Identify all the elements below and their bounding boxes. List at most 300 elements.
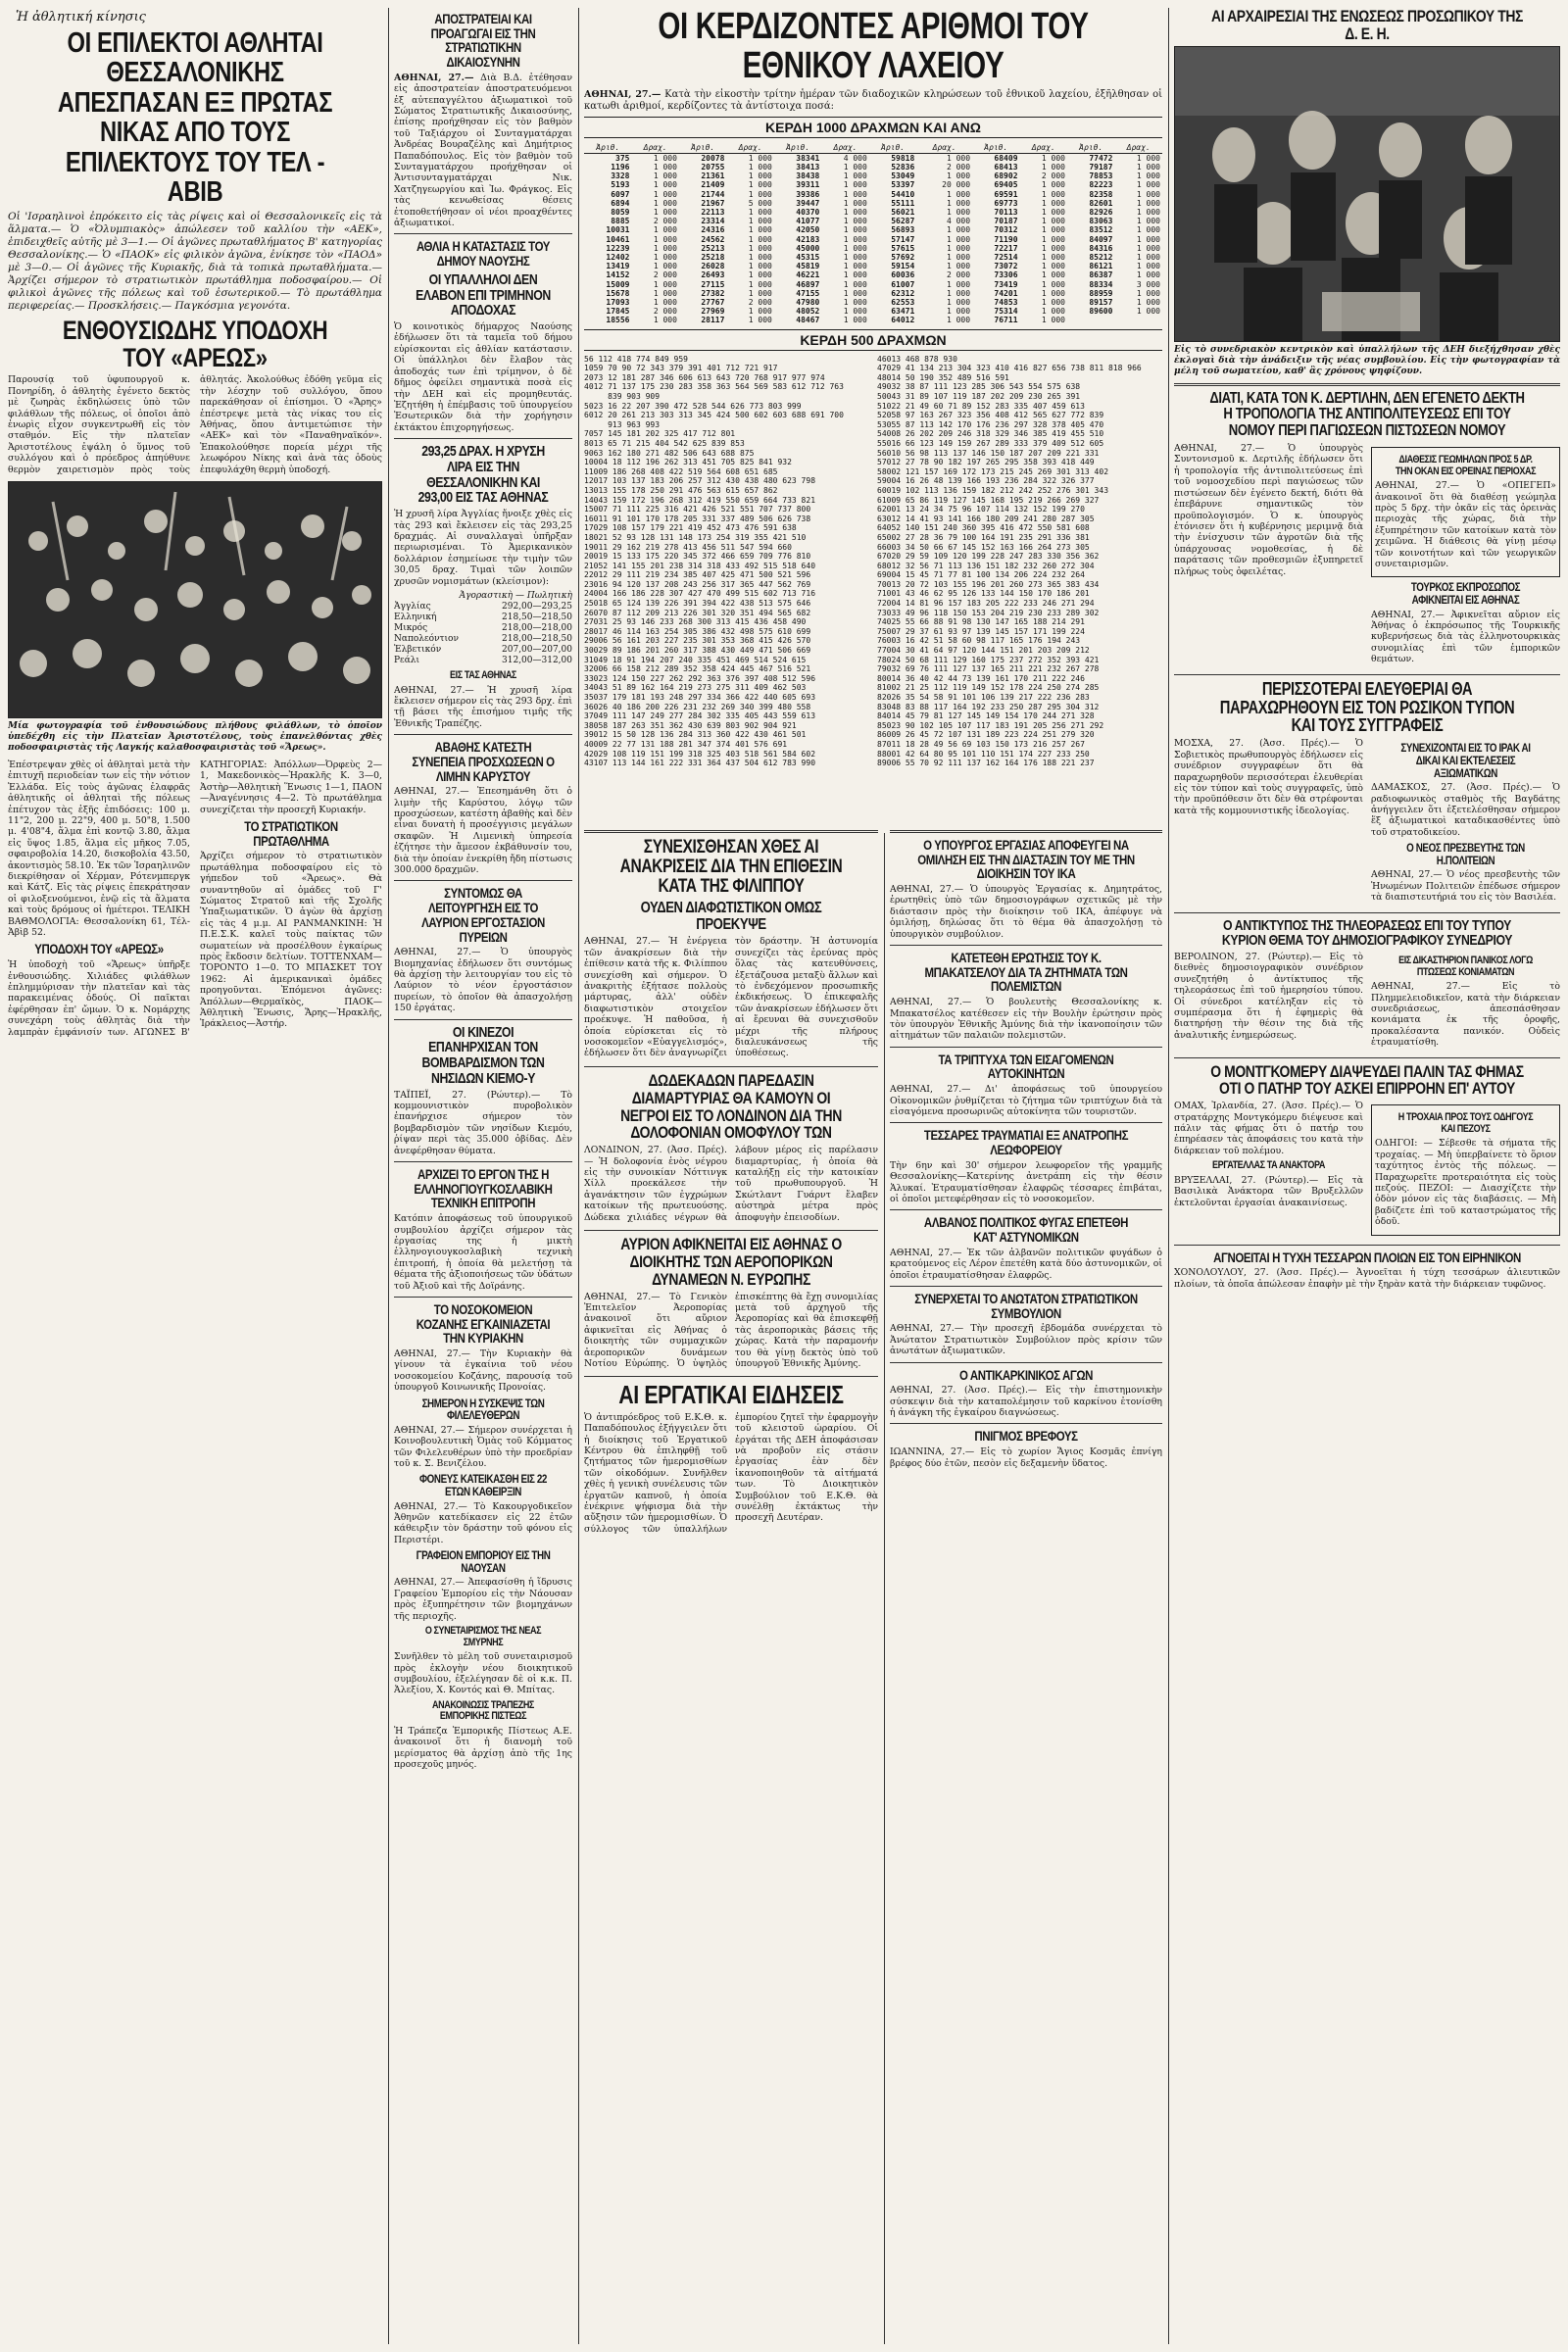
lottery-prize: 1 000 <box>1041 262 1065 271</box>
lottery-number: 22113 <box>701 208 725 217</box>
labour-news-body: Ὁ ἀντιπρόεδρος τοῦ Ε.Κ.Θ. κ. Παπαδόπουλος ἐξήγγειλεν ὅτι ἡ διοίκησις τοῦ Ἐργατικοῦ Κέντρου θὰ ἐπιληφθῇ τοῦ ζητήματος τῶν ἡμερομισθίων τῶν οἰκοδόμων. Συνῆλθεν χθὲς ἡ γενικὴ συνέλευσις τῶν ἐργατῶν καπνοῦ, ἡ ὁποία ἐνέκρινε ψήφισμα διὰ τὴν αὔξησιν τῶν ἡμερομισθίων. Ὁ σύλλογος τῶν ὑπαλλήλων ἐμπορίου ζητεῖ τὴν ἐφαρμογὴν τοῦ κλειστοῦ ὡραρίου. Οἱ ἐργάται τῆς ΔΕΗ ἀποφάσισαν νὰ προβοῦν εἰς στάσιν ἐργασίας ἐὰν δὲν ἱκανοποιηθοῦν τὰ αἰτήματά των. Τὸ Διοικητικὸν Συμβούλιον τοῦ Ε.Κ.Θ. θὰ συνέλθῃ ἐκτάκτως τὴν προσεχῆ Δευτέραν. <box>584 1411 878 1535</box>
crowd-photo <box>8 481 382 718</box>
brief-headline: ΕΙΣ ΤΑΣ ΑΘΗΝΑΣ <box>450 668 516 681</box>
lottery-number: 77472 <box>1089 153 1113 163</box>
lottery-number: 38413 <box>796 162 820 172</box>
lottery-prize: 1 000 <box>748 234 772 244</box>
lottery-number: 12402 <box>606 253 630 263</box>
traffic-body: ΟΔΗΓΟΙ: — Σέβεσθε τὰ σήματα τῆς τροχαίας. — Μὴ ὑπερβαίνετε τὸ ὅριον ταχύτητος ἐντὸς τῆς πόλεως. — Παραχωρεῖτε προτεραιότητα εἰς τοὺς πεζούς. ΠΕΖΟΙ: — Διασχίζετε τὴν ὁδὸν μόνον εἰς τὰς διαβάσεις. — Μὴ βαδίζετε ἐπὶ τοῦ καταστρώματος τῆς ὁδοῦ. <box>1375 1138 1556 1228</box>
lottery-prize: 1 000 <box>946 262 971 271</box>
ambassador-headline: Ο ΝΕΟΣ ΠΡΕΣΒΕΥΤΗΣ ΤΩΝ Η.ΠΟΛΙΤΕΙΩΝ <box>1406 841 1525 867</box>
lottery-prize: 1 000 <box>653 208 677 217</box>
brief-headline: ΑΡΧΙΖΕΙ ΤΟ ΕΡΓΟΝ ΤΗΣ Η ΕΛΛΗΝΟΓΙΟΥΓΚΟΣΛΑΒΙΚΗ ΤΕΧΝΙΚΗ ΕΠΙΤΡΟΠΗ <box>414 1166 553 1211</box>
lottery-number: 27115 <box>701 279 725 289</box>
lottery-prize: 1 000 <box>946 198 971 208</box>
lottery-prize: 1 000 <box>653 288 677 298</box>
lottery-prize: 1 000 <box>946 307 971 317</box>
lottery-number: 48052 <box>796 307 820 317</box>
lottery-number: 375 <box>615 153 630 163</box>
rate-row: Ναπολεόντιον 218,00—218,50 <box>394 633 572 644</box>
lottery-number: 45000 <box>796 243 820 253</box>
brief-body: Ὁ κοινοτικὸς δήμαρχος Ναούσης ἐδήλωσεν ὅτι τὰ ταμεῖα τοῦ δήμου εὑρίσκονται εἰς ἀθλίαν κατάστασιν. Οἱ ὑπάλληλοι δὲν ἔλαβον τὰς ἀποδοχάς των ἐπὶ τρίμηνον, ὁ δὲ δῆμος ὀφείλει σημαντικὰ ποσὰ εἰς τὴν ΔΕΗ καὶ εἰς προμηθευτάς. Ἐζητήθη ἡ ἐπέμβασις τοῦ ὑπουργείου Ἐσωτερικῶν διὰ τὴν χορήγησιν ἐκτάκτου ἐπιχορηγήσεως. <box>394 321 572 433</box>
lottery-500-subhead: ΚΕΡΔΗ 500 ΔΡΑΧΜΩΝ <box>584 329 1162 351</box>
lottery-prize: 1 000 <box>653 279 677 289</box>
lottery-prize: 1 000 <box>843 198 867 208</box>
lottery-prize: 1 000 <box>1041 234 1065 244</box>
lottery-column-header: Δραχ. <box>631 142 678 154</box>
military-league-body: Ἀρχίζει σήμερον τὸ στρατιωτικὸν πρωτάθλημα ποδοσφαίρου εἰς τὸ γήπεδον τοῦ «Ἄρεως». Θὰ συναντηθοῦν αἱ ὁμάδες τοῦ Γ' Σώματος Στρατοῦ καὶ τῆς Σχολῆς Ὑπαξιωματικῶν. Ὁ ἀγὼν θὰ ἀρχίσῃ εἰς τὰς 4 μ.μ. ΑΙ ΡΑΝΜΑΝΚΙΝΗ: Ἡ Π.Ε.Σ.Κ. καλεῖ τοὺς παίκτας τῶν σωματείων νὰ προσέλθουν ἐγκαίρως πρὸς ἔκδοσιν δελτίων. ΤΟΤΤΕΝΧΑΜ—ΤΟΡΟΝΤΟ 1—0. ΤΟ ΜΠΑΣΚΕΤ ΤΟΥ 1962: Αἱ ἀμερικανικαὶ ὁμάδες προηγοῦνται. Ἐπόμενοι ἀγῶνες: Ἀπόλλων—Θερμαϊκὸς, ΠΑΟΚ—Ἀθλητικὴ Ἕνωσις, Ἄρης—Ἠρακλῆς, Ἰράκλειος—Ἀστήρ. <box>200 851 382 1030</box>
lottery-prize: 1 000 <box>748 262 772 271</box>
palace-headline: ΕΡΓΑΤΕΛΛΑΣ ΤΑ ΑΝΑΚΤΟΡΑ <box>1211 1159 1326 1172</box>
lottery-row <box>584 262 1162 270</box>
column-rule <box>884 833 885 2344</box>
traffic-headline: Η ΤΡΟΧΑΙΑ ΠΡΟΣ ΤΟΥΣ ΟΔΗΓΟΥΣ ΚΑΙ ΠΕΖΟΥΣ <box>1397 1111 1534 1135</box>
dertilis-body: ΑΘΗΝΑΙ, 27.— Ὁ ὑπουργὸς Συντονισμοῦ κ. Δερτιλῆς ἐδήλωσεν ὅτι ἡ τροπολογία τῆς ἀντιπολιτεύσεως ἐπὶ τοῦ νομοσχεδίου περὶ παγιώσεως τῶν πιστώσεων δὲν ἐγένετο δεκτή, διότι θὰ ἐπεβάρυνε σημαντικῶς τὸν προϋπολογισμόν. Ὁ κ. ὑπουργὸς ἐτόνισεν ὅτι ἡ κυβέρνησις μεριμνᾷ διὰ τὴν ἐνίσχυσιν τῶν ἀγροτῶν διὰ τῆς ὑπάρχουσας νομοθεσίας, ἡ δὲ παράτασις τῶν προθεσμιῶν ἐξυπηρετεῖ πλήρως τοὺς ὀφειλέτας. <box>1174 443 1363 577</box>
brief-headline: ΑΝΑΚΟΙΝΩΣΙΣ ΤΡΑΠΕΖΗΣ ΕΜΠΟΡΙΚΗΣ ΠΙΣΤΕΩΣ <box>432 1698 534 1723</box>
television-body: ΒΕΡΟΛΙΝΟΝ, 27. (Ρώυτερ).— Εἰς τὸ διεθνὲς δημοσιογραφικὸν συνέδριον συνεζητήθη ὁ ἀντίκτυπος τῆς τηλεοράσεως ἐπὶ τοῦ ἡμερησίου τύπου. Οἱ σύνεδροι κατέληξαν εἰς τὸ συμπέρασμα ὅτι ἡ ἐφημερὶς θὰ διατηρήσῃ τὴν θέσιν της διὰ τῆς ἀναλυτικῆς ἐνημερώσεως. <box>1174 952 1363 1041</box>
lottery-prize: 1 000 <box>1041 307 1065 317</box>
lottery-number: 38438 <box>796 172 820 181</box>
lottery-prize: 1 000 <box>1136 162 1160 172</box>
lottery-prize: 1 000 <box>1041 279 1065 289</box>
sports-headline: ΟΙ ΕΠΙΛΕΚΤΟΙ ΑΘΛΗΤΑΙ ΘΕΣΣΑΛΟΝΙΚΗΣ ΑΠΕΣΠΑΣΑΝ ΕΞ ΠΡΩΤΑΣ ΝΙΚΑΣ ΑΠΟ ΤΟΥΣ ΕΠΙΛΕΚΤΟΥΣ ΤΟΥ ΤΕΛ - ΑΒΙΒ <box>57 27 333 209</box>
labour-news-headline: ΑΙ ΕΡΓΑΤΙΚΑΙ ΕΙΔΗΣΕΙΣ <box>618 1380 844 1410</box>
lottery-column-header: Δραχ. <box>916 142 972 154</box>
lottery-prize: 1 000 <box>1041 208 1065 217</box>
gold-sovereign-headline: 293,25 ΔΡΑΧ. Η ΧΡΥΣΗ ΛΙΡΑ ΕΙΣ ΤΗΝ ΘΕΣΣΑΛΟΝΙΚΗΝ ΚΑΙ 293,00 ΕΙΣ ΤΑΣ ΑΘΗΝΑΣ <box>417 443 549 507</box>
section-kicker: Ἡ ἀθλητική κίνησις <box>16 10 146 24</box>
lottery-prize: 1 000 <box>748 180 772 190</box>
dertilis-headline: ΔΙΑΤΙ, ΚΑΤΑ ΤΟΝ Κ. ΔΕΡΤΙΛΗΝ, ΔΕΝ ΕΓΕΝΕΤΟ ΔΕΚΤΗ Η ΤΡΟΠΟΛΟΓΙΑ ΤΗΣ ΑΝΤΙΠΟΛΙΤΕΥΣΕΩΣ ΕΠΙ ΤΟΥ ΝΟΜΟΥ ΠΕΡΙ ΠΑΓΙΩΣΕΩΝ ΠΙΣΤΩΣΕΩΝ ΝΟΜΟΥ <box>1209 389 1525 440</box>
brief-body: Κατόπιν ἀποφάσεως τοῦ ὑπουργικοῦ συμβουλίου ἀρχίζει σήμερον τὰς ἐργασίας της ἡ μικτὴ ἑλληνογιουγκοσλαβικὴ τεχνικὴ ἐπιτροπή, ἡ ὁποία θὰ μελετήσῃ τὰ θέματα τῆς ἀξιοποιήσεως τῶν ὑδάτων τοῦ Ἀξιοῦ καὶ τῆς Δοϊράνης. <box>394 1213 572 1292</box>
lottery-prize: 2 000 <box>653 217 677 226</box>
lottery-prize: 1 000 <box>1136 288 1160 298</box>
lottery-prize: 1 000 <box>748 153 772 163</box>
lottery-row <box>584 316 1162 324</box>
news-headline: ΤΕΣΣΑΡΕΣ ΤΡΑΥΜΑΤΙΑΙ ΕΞ ΑΝΑΤΡΟΠΗΣ ΛΕΩΦΟΡΕΙΟΥ <box>923 1127 1129 1158</box>
news-column-left <box>584 825 878 2344</box>
lottery-prize: 1 000 <box>843 288 867 298</box>
lottery-prize: 4 000 <box>946 217 971 226</box>
lottery-number: 25218 <box>701 253 725 263</box>
news-body: ΑΘΗΝΑΙ, 27.— Δι' ἀποφάσεως τοῦ ὑπουργείου Οἰκονομικῶν ῥυθμίζεται τὸ ζήτημα τῶν τριπτύχων διὰ τὰ εἰσαγόμενα προσωρινῶς αὐτοκίνητα τῶν τουριστῶν. <box>890 1084 1162 1117</box>
lottery-prize: 1 000 <box>653 172 677 181</box>
brief-body: ΑΘΗΝΑΙ, 27.— Σήμερον συνέρχεται ἡ Κοινοβουλευτικὴ Ὁμὰς τοῦ Κόμματος τῶν Φιλελευθέρων ὑπὸ τὴν προεδρίαν τοῦ κ. Σ. Βενιζέλου. <box>394 1424 572 1470</box>
lottery-prize: 1 000 <box>843 262 867 271</box>
lottery-number: 56287 <box>891 217 915 226</box>
lottery-intro: Κατὰ τὴν εἰκοστὴν τρίτην ἡμέραν τῶν διαδοχικῶν κληρώσεων τοῦ ἐθνικοῦ λαχείου, ἐξῆλθησαν οἱ κατωθι ἀριθμοί, κερδίζοντες τὰ ἀντίστοιχα ποσά: <box>584 88 1162 112</box>
lottery-number: 61007 <box>891 279 915 289</box>
lottery-column-header: Δραχ. <box>1114 142 1162 154</box>
lottery-prize: 1 000 <box>1041 225 1065 235</box>
news-headline: ΚΑΤΕΤΕΘΗ ΕΡΩΤΗΣΙΣ ΤΟΥ Κ. ΜΠΑΚΑΤΣΕΛΟΥ ΔΙΑ ΤΑ ΖΗΤΗΜΑΤΑ ΤΩΝ ΠΟΛΕΜΙΣΤΩΝ <box>924 950 1128 995</box>
lottery-number: 40370 <box>796 208 820 217</box>
lottery-number: 70187 <box>994 217 1018 226</box>
lottery-prize: 1 000 <box>843 279 867 289</box>
brief-headline: ΟΙ ΚΙΝΕΖΟΙ ΕΠΑΝΗΡΧΙΣΑΝ ΤΟΝ ΒΟΜΒΑΡΔΙΣΜΟΝ ΤΩΝ ΝΗΣΙΔΩΝ ΚΙΕΜΟ-Υ <box>421 1023 545 1087</box>
lottery-number: 68902 <box>994 172 1018 181</box>
lottery-prize: 1 000 <box>748 217 772 226</box>
lottery-number: 64012 <box>891 316 915 325</box>
iraq-body: ΔΑΜΑΣΚΟΣ, 27. (Ἀσσ. Πρές).— Ὁ ραδιοφωνικὸς σταθμὸς τῆς Βαγδάτης ἀνήγγειλεν ὅτι ἐξετελέσθησαν σήμερον ἕξ ἀξιωματικοὶ καταδικασθέντες ὑπὸ τοῦ στρατοδικείου. <box>1371 782 1560 838</box>
lottery-row <box>584 225 1162 234</box>
lottery-prize: 1 000 <box>748 316 772 325</box>
lottery-number: 88959 <box>1089 288 1113 298</box>
lottery-prize: 1 000 <box>1041 180 1065 190</box>
lottery-number: 1196 <box>611 162 630 172</box>
brief-headline: ΑΒΑΘΗΣ ΚΑΤΕΣΤΗ ΣΥΝΕΠΕΙΑ ΠΡΟΣΧΩΣΕΩΝ Ο ΛΙΜΗΝ ΚΑΡΥΣΤΟΥ <box>412 739 555 784</box>
lottery-number: 70312 <box>994 225 1018 235</box>
sports-lead: Οἱ 'Ισραηλινοὶ ἐπρόκειτο εἰς τὰς ρίψεις καὶ οἱ Θεσσαλονικεῖς εἰς τὰ ἅλματα.— Ὁ «Ὀλυμπιακὸς» ἀπώλεσεν τοῦ καλλίου τὴν «ΑΕΚ», ἐπιδειχθεῖς αὐτῆς μὲ 3—1.— Οἱ ἀγῶνες πρωταθλήματος Β' κατηγορίας Θεσσαλονίκης.— Ὁ «ΠΑΟΚ» εἰς φιλικὸν ἀγῶνα, ἐνίκησε τὸν «ΠΑΟΔ» μὲ 3—0.— Οἱ ἀγῶνες τῆς Κυριακῆς, διὰ τὰ τοπικὰ πρωταθλήματα.— Ἀρχίζει σήμερον τὸ στρατιωτικὸν πρωτάθλημα ποδοσφαίρου.— Οἱ φιλικοὶ ἀγῶνες τῆς πόλεως καὶ τοῦ ἐσωτερικοῦ.— Τὸ πρωτάθλημα περιφερείας.— Προσκλήσεις.— Παγκόσμια γεγονότα. <box>8 210 382 312</box>
lottery-prize: 1 000 <box>748 208 772 217</box>
lottery-number: 46897 <box>796 279 820 289</box>
soviet-press-body: ΜΟΣΧΑ, 27. (Ἀσσ. Πρές).— Ὁ Σοβιετικὸς πρωθυπουργὸς ἐδήλωσεν εἰς συνέδριον συγγραφέων ὅτι θὰ παραχωρηθοῦν περισσότεραι ἐλευθερίαι εἰς τὸν τύπον καὶ τοὺς συγγραφεῖς, ὑπὸ τὴν προϋπόθεσιν ὅτι δὲν θὰ στρέφονται κατὰ τῆς κομμουνιστικῆς ἰδεολογίας. <box>1174 738 1363 816</box>
lottery-prize: 1 000 <box>653 180 677 190</box>
lottery-prize: 1 000 <box>1136 189 1160 199</box>
lottery-row <box>584 298 1162 307</box>
lottery-prize: 1 000 <box>843 162 867 172</box>
lottery-prize: 5 000 <box>748 198 772 208</box>
lottery-prize: 1 000 <box>653 234 677 244</box>
lottery-prize: 1 000 <box>748 162 772 172</box>
air-commander-headline: ΑΥΡΙΟΝ ΑΦΙΚΝΕΙΤΑΙ ΕΙΣ ΑΘΗΝΑΣ Ο ΔΙΟΙΚΗΤΗΣ ΤΩΝ ΑΕΡΟΠΟΡΙΚΩΝ ΔΥΝΑΜΕΩΝ Ν. ΕΥΡΩΠΗΣ <box>620 1235 842 1289</box>
lottery-column-header: Δραχ. <box>726 142 773 154</box>
lottery-prize <box>1114 316 1162 324</box>
traffic-box <box>1371 1104 1560 1235</box>
lottery-prize: 1 000 <box>748 225 772 235</box>
lottery-number: 56021 <box>891 208 915 217</box>
lottery-number: 57615 <box>891 243 915 253</box>
brief-headline: ΤΟ ΝΟΣΟΚΟΜΕΙΟΝ ΚΟΖΑΝΗΣ ΕΓΚΑΙΝΙΑΖΕΤΑΙ ΤΗΝ ΚΥΡΙΑΚΗΝ <box>416 1300 551 1347</box>
lottery-row <box>584 217 1162 225</box>
lottery-number: 12239 <box>606 243 630 253</box>
lottery-number: 89600 <box>1089 307 1113 317</box>
lottery-prize: 1 000 <box>946 316 971 325</box>
news-headline: ΤΑ ΤΡΙΠΤΥΧΑ ΤΩΝ ΕΙΣΑΓΟΜΕΝΩΝ ΑΥΤΟΚΙΝΗΤΩΝ <box>938 1051 1114 1082</box>
lottery-prize: 1 000 <box>1136 253 1160 263</box>
lottery-number: 39386 <box>796 189 820 199</box>
lottery-prize: 1 000 <box>748 279 772 289</box>
dei-photo-caption: Εἰς τὸ συνεδριακὸν κεντρικὸν καὶ ὑπαλλήλων τῆς ΔΕΗ διεξήχθησαν χθὲς ἐκλογαὶ διὰ τὴν ἀνάδειξιν τῆς νέας συμβουλίου. Εἰς τὴν φωτογραφίαν τὰ μέλη τοῦ σωματείου, καθ' ἃς χρόνους ψηφίζουν. <box>1174 344 1560 376</box>
lottery-prize: 2 000 <box>748 298 772 308</box>
lottery-prize: 1 000 <box>1041 162 1065 172</box>
lottery-number: 53049 <box>891 172 915 181</box>
lottery-number: 14152 <box>606 270 630 280</box>
rate-row: Ἑλβετικόν 207,00—207,00 <box>394 644 572 655</box>
brief-body: ΑΘΗΝΑΙ, 27.— Τὴν Κυριακὴν θὰ γίνουν τὰ ἐγκαίνια τοῦ νέου νοσοκομείου Κοζάνης, παρουσίᾳ τοῦ ὑπουργοῦ Κοινωνικῆς Προνοίας. <box>394 1348 572 1394</box>
lottery-number: 24562 <box>701 234 725 244</box>
lottery-prize: 1 000 <box>946 243 971 253</box>
lottery-prize: 1 000 <box>748 307 772 317</box>
military-league-subhead: ΤΟ ΣΤΡΑΤΙΩΤΙΚΟΝ ΠΡΩΤΑΘΛΗΜΑ <box>244 818 338 849</box>
dei-photo-headline: ΑΙ ΑΡΧΑΙΡΕΣΙΑΙ ΤΗΣ ΕΝΩΣΕΩΣ ΠΡΟΣΩΠΙΚΟΥ ΤΗΣ Δ. Ε. Η. <box>1211 8 1523 43</box>
lottery-number: 46221 <box>796 270 820 280</box>
athletics-results: Ἐπέστρεψαν χθὲς οἱ ἀθληταὶ μετὰ τὴν ἐπιτυχῆ περιοδείαν των εἰς τὴν νότιον Ἑλλάδα. Εἰς τοὺς ἀγῶνας ἐλαφρᾶς ἀθλητικῆς οἱ ἀθληταὶ τῆς πόλεως ἐπέτυχον τὰς ἑξῆς ἐπιδόσεις: 100 μ. 11"2, 200 μ. 22"9, 400 μ. 50"8, 1.500 μ. 4'08"4, ἅλμα ἐπὶ κοντῷ 3.80, ἅλμα εἰς ὕψος 1.85, ἅλμα εἰς μῆκος 7.05, σφαιροβολία 14.20, δισκοβολία 43.50, ἀκοντισμὸς 58.10. Ἐκ τῶν Ἰσραηλινῶν διεκρίθησαν οἱ Χέρμαν, Ρότενμπεργκ καὶ Κάτζ. Εἰς τὰς ρίψεις ἐπεκράτησαν οἱ φιλοξενούμενοι, ἐνῷ εἰς τὰ ἅλματα καὶ τοὺς δρόμους οἱ ἡμέτεροι. ΤΕΛΙΚΗ ΒΑΘΜΟΛΟΓΙΑ: Θεσσαλονίκη 61, Τέλ-Ἀβὶβ 52. <box>8 759 190 939</box>
lottery-number: 70113 <box>994 208 1018 217</box>
lottery-prize: 2 000 <box>1041 172 1065 181</box>
lottery-number: 72514 <box>994 253 1018 263</box>
lottery-prize: 1 000 <box>843 225 867 235</box>
dei-elections-photo-illustration <box>1175 47 1560 341</box>
lottery-row <box>584 289 1162 298</box>
lottery-prize: 1 000 <box>946 189 971 199</box>
lottery-prize: 1 000 <box>843 217 867 226</box>
lottery-number: 75314 <box>994 307 1018 317</box>
lottery-number: 41077 <box>796 217 820 226</box>
brief-headline: ΣΗΜΕΡΟΝ Η ΣΥΣΚΕΨΙΣ ΤΩΝ ΦΙΛΕΛΕΥΘΕΡΩΝ <box>421 1396 545 1423</box>
court-panic-headline: ΕΙΣ ΔΙΚΑΣΤΗΡΙΟΝ ΠΑΝΙΚΟΣ ΛΟΓΩ ΠΤΩΣΕΩΣ ΚΟΝΙΑΜΑΤΩΝ <box>1398 955 1533 978</box>
rates-title: Ἀγοραστικὴ — Πωλητικὴ <box>459 590 572 601</box>
lottery-number: 5193 <box>611 180 630 190</box>
crowd-photo-caption: Μία φωτογραφία τοῦ ἐνθουσιώδους πλήθους φιλάθλων, τὸ ὁποῖον ὑπεδέχθη εἰς τὴν Πλατεῖαν Ἀριστοτέλους, τοὺς ἐπανελθόντας χθὲς ποδοσφαιριστὰς τῆς Λαγκής καλαθοσφαιριστὰς τοῦ «Ἄρεως». <box>8 720 382 753</box>
brief-body: ΑΘΗΝΑΙ, 27.— Ὁ ὑπουργὸς Βιομηχανίας ἐδήλωσεν ὅτι συντόμως θὰ ἀρχίσῃ τὴν λειτουργίαν του εἰς τὸ Λαύριον τὸ νέον ἐργοστάσιον πυρείων, τὸ ὁποῖον θὰ ἀπασχολήσῃ 150 ἐργάτας. <box>394 947 572 1014</box>
lottery-prize: 1 000 <box>1136 234 1160 244</box>
lottery-number: 82223 <box>1089 180 1113 190</box>
lottery-number: 17093 <box>606 298 630 308</box>
brief-headline: ΑΠΟΣΤΡΑΤΕΙΑΙ ΚΑΙ ΠΡΟΑΓΩΓΑΙ ΕΙΣ ΤΗΝ ΣΤΡΑΤΙΩΤΙΚΗΝ ΔΙΚΑΙΟΣΥΝΗΝ <box>430 11 536 71</box>
lottery-prize: 1 000 <box>653 243 677 253</box>
lottery-prize: 1 000 <box>653 162 677 172</box>
lottery-prize: 1 000 <box>1136 180 1160 190</box>
rate-row: Μικρός 218,00—218,00 <box>394 622 572 633</box>
turkish-envoy-headline: ΤΟΥΡΚΟΣ ΕΚΠΡΟΣΩΠΟΣ ΑΦΙΚΝΕΙΤΑΙ ΕΙΣ ΑΘΗΝΑΣ <box>1410 580 1521 608</box>
lottery-prize: 2 000 <box>946 270 971 280</box>
brief-body: ΑΘΗΝΑΙ, 27.— Ἡ χρυσῆ λίρα ἔκλεισεν σήμερον εἰς τὰς 293 δρχ. ἐπὶ τῇ βάσει τῆς ἐπισήμου τιμῆς τῆς Ἐθνικῆς Τραπέζης. <box>394 684 572 729</box>
television-headline: Ο ΑΝΤΙΚΤΥΠΟΣ ΤΗΣ ΤΗΛΕΟΡΑΣΕΩΣ ΕΠΙ ΤΟΥ ΤΥΠΟΥ ΚΥΡΙΟΝ ΘΕΜΑ ΤΟΥ ΔΗΜΟΣΙΟΓΡΑΦΙΚΟΥ ΣΥΝΕΔΡΙΟΥ <box>1221 916 1513 950</box>
potatoes-headline: ΔΙΑΘΕΣΙΣ ΓΕΩΜΗΛΩΝ ΠΡΟΣ 5 ΔΡ. ΤΗΝ ΟΚΑΝ ΕΙΣ ΟΡΕΙΝΑΣ ΠΕΡΙΟΧΑΣ <box>1395 454 1537 477</box>
lottery-prize: 1 000 <box>843 243 867 253</box>
lottery-number: 20755 <box>701 162 725 172</box>
rate-row: Ἀγγλίας 292,00—293,25 <box>394 601 572 612</box>
lottery-row <box>584 307 1162 316</box>
lottery-number: 8059 <box>611 208 630 217</box>
lottery-row <box>584 244 1162 253</box>
ares-reception-subhead: ΥΠΟΔΟΧΗ ΤΟΥ «ΑΡΕΩΣ» <box>34 941 164 957</box>
lottery-column-header: Ἀριθ. <box>869 142 916 154</box>
lottery-number: 26028 <box>701 262 725 271</box>
lottery-row <box>584 235 1162 244</box>
rate-row: Ελληνική 218,50—218,50 <box>394 612 572 622</box>
lottery-number: 74201 <box>994 288 1018 298</box>
news-headline: ΣΥΝΕΡΧΕΤΑΙ ΤΟ ΑΝΩΤΑΤΟΝ ΣΤΡΑΤΙΩΤΙΚΟΝ ΣΥΜΒΟΥΛΙΟΝ <box>914 1290 1138 1321</box>
potatoes-body: ΑΘΗΝΑΙ, 27.— Ὁ «ΟΠΕΓΕΠ» ἀνακοινοῖ ὅτι θὰ διαθέσῃ γεώμηλα πρὸς 5 δρχ. τὴν ὀκᾶν εἰς τὰς ὀρεινὰς περιοχὰς τῆς χώρας, διὰ τὴν ἐξυπηρέτησιν τῶν κατοίκων κατὰ τὸν χειμῶνα. Ἡ διάθεσις θὰ γίνῃ μέσῳ τῶν κοινοτήτων καὶ τῶν γεωργικῶν συνεταιρισμῶν. <box>1375 480 1556 570</box>
lottery-number: 82358 <box>1089 189 1113 199</box>
lottery-number: 52836 <box>891 162 915 172</box>
lottery-number: 86387 <box>1089 270 1113 280</box>
lottery-number: 60036 <box>891 270 915 280</box>
lottery-row <box>584 208 1162 217</box>
lottery-number: 69591 <box>994 189 1018 199</box>
lottery-number: 69405 <box>994 180 1018 190</box>
palace-body: ΒΡΥΞΕΛΛΑΙ, 27. (Ρώυτερ).— Εἰς τὰ Βασιλικὰ Ἀνάκτορα τῶν Βρυξελλῶν ἐκτελοῦνται ἐργασίαι ἀνακαινίσεως. <box>1174 1174 1363 1208</box>
lottery-number: 82601 <box>1089 198 1113 208</box>
brief-body: Ἡ Τράπεζα Ἐμπορικῆς Πίστεως Α.Ε. ἀνακοινοῖ ὅτι ἡ διανομὴ τοῦ μερίσματος θὰ ἀρχίσῃ ἀπὸ τῆς 1ης προσεχοῦς μηνός. <box>394 1725 572 1771</box>
lottery-prize: 1 000 <box>1136 217 1160 226</box>
lottery-number: 83063 <box>1089 217 1113 226</box>
news-headline: ΑΛΒΑΝΟΣ ΠΟΛΙΤΙΚΟΣ ΦΥΓΑΣ ΕΠΕΤΕΘΗ ΚΑΤ' ΑΣΤΥΝΟΜΙΚΩΝ <box>923 1214 1129 1246</box>
news-body: ΑΘΗΝΑΙ, 27.— Ἐκ τῶν ἀλβανῶν πολιτικῶν φυγάδων ὁ κρατούμενος εἰς Λέρον ἐπετέθη κατὰ δύο ἀστυνομικῶν, οἱ ὁποῖοι ἐτραυματίσθησαν ἐλαφρῶς. <box>890 1247 1162 1281</box>
lottery-headline: ΟΙ ΚΕΡΔΙΖΟΝΤΕΣ ΑΡΙΘΜΟΙ ΤΟΥ ΕΘΝΙΚΟΥ ΛΑΧΕΙΟΥ <box>658 8 1089 86</box>
potatoes-box <box>1371 447 1560 577</box>
lottery-number: 17845 <box>606 307 630 317</box>
brief-body: Συνῆλθεν τὸ μέλη τοῦ συνεταιρισμοῦ πρὸς ἐκλογὴν νέου διοικητικοῦ συμβουλίου, ἐξελέγησαν δὲ οἱ κ.κ. Π. Ἀλεξίου, Χ. Κοντός καὶ Θ. Μπίτας. <box>394 1651 572 1696</box>
lottery-prize: 1 000 <box>748 288 772 298</box>
lottery-prize: 1 000 <box>1136 172 1160 181</box>
column-rule <box>388 8 389 2344</box>
lottery-prize: 1 000 <box>843 234 867 244</box>
lottery-number: 83512 <box>1089 225 1113 235</box>
soviet-press-headline: ΠΕΡΙΣΣΟΤΕΡΑΙ ΕΛΕΥΘΕΡΙΑΙ ΘΑ ΠΑΡΑΧΩΡΗΘΟΥΝ ΕΙΣ ΤΟΝ ΡΩΣΙΚΟΝ ΤΥΠΟΝ ΚΑΙ ΤΟΥΣ ΣΥΓΓΡΑΦΕΙΣ <box>1219 678 1515 736</box>
lottery-prize: 1 000 <box>946 298 971 308</box>
lottery-number: 86121 <box>1089 262 1113 271</box>
lottery-prize: 1 000 <box>1136 208 1160 217</box>
brief-body: ΑΘΗΝΑΙ, 27.— Τὸ Κακουργοδικεῖον Ἀθηνῶν κατεδίκασεν εἰς 22 ἐτῶν κάθειρξιν τὸν δράστην τοῦ φόνου εἰς Περιστέρι. <box>394 1500 572 1545</box>
lottery-row <box>584 270 1162 279</box>
lottery-prize: 1 000 <box>653 262 677 271</box>
lottery-number: 59154 <box>891 262 915 271</box>
lottery-number: 39447 <box>796 198 820 208</box>
lottery-row <box>584 180 1162 189</box>
lottery-prize: 1 000 <box>1136 225 1160 235</box>
ares-reception-body: Ἡ ὑποδοχὴ τοῦ «Ἄρεως» ὑπῆρξε ἐνθουσιώδης. Χιλιάδες φιλάθλων ἐπλημμύρισαν τὴν πλατεῖαν καὶ τὰς παρακειμένας ὁδούς. Οἱ παῖκται ἐφέρθησαν ἐπ' ὤμων. Ὁ κ. Νομάρχης συνεχάρη τοὺς ἀθλητὰς διὰ τὴν λαμπρὰν ἐμφάνισίν των. ΑΓΩΝΕΣ Β' ΚΑΤΗΓΟΡΙΑΣ: Ἀπόλλων—Ὀρφεὺς 2—1, Μακεδονικὸς—Ἠρακλῆς Κ. 3—0, Ἀστὴρ—Ἀθλητικὴ Ἕνωσις 1—1, ΠΑΟΝ—Ἀναγέννησις 4—2. Τὸ πρωτάθλημα συνεχίζεται τὴν προσεχῆ Κυριακήν. <box>8 759 382 1038</box>
lottery-prize: 1 000 <box>1136 243 1160 253</box>
lottery-prize: 1 000 <box>946 279 971 289</box>
lottery-number: 27767 <box>701 298 725 308</box>
lottery-number: 21744 <box>701 189 725 199</box>
lottery-prize: 20 000 <box>942 180 971 190</box>
lottery-number: 15009 <box>606 279 630 289</box>
lottery-number: 27382 <box>701 288 725 298</box>
column-rule <box>578 8 579 2344</box>
lottery-prize: 1 000 <box>946 253 971 263</box>
lottery-number: 27969 <box>701 307 725 317</box>
lottery-prize: 1 000 <box>843 307 867 317</box>
lottery-prize: 1 000 <box>843 172 867 181</box>
filippou-subhead: ΟΥΔΕΝ ΔΙΑΦΩΤΙΣΤΙΚΟΝ ΟΜΩΣ ΠΡΟΕΚΥΨΕ <box>640 899 822 933</box>
lottery-prize: 1 000 <box>1041 153 1065 163</box>
rate-row: Ρεάλι 312,00—312,00 <box>394 655 572 665</box>
briefs-column <box>394 8 572 2344</box>
lottery-column-header: Δραχ. <box>1020 142 1067 154</box>
lottery-number: 73306 <box>994 270 1018 280</box>
lottery-number: 8885 <box>611 217 630 226</box>
air-commander-body: ΑΘΗΝΑΙ, 27.— Τὸ Γενικὸν Ἐπιτελεῖον Ἀεροπορίας ἀνακοινοῖ ὅτι αὔριον ἀφικνεῖται εἰς Ἀθήνας ὁ διοικητὴς τῶν συμμαχικῶν ἀεροπορικῶν δυνάμεων Νοτίου Εὐρώπης. Ὁ ὑψηλὸς ἐπισκέπτης θὰ ἔχῃ συνομιλίας μετὰ τοῦ ἀρχηγοῦ τῆς Ἀεροπορίας καὶ θὰ ἐπισκεφθῇ τὰς ἀεροπορικὰς βάσεις τῆς χώρας. Κατὰ τὴν παραμονήν του θὰ γίνῃ δεκτὸς ὑπὸ τοῦ ὑπουργοῦ Ἐθνικῆς Ἀμύνης. <box>584 1291 878 1370</box>
lottery-prize: 1 000 <box>748 253 772 263</box>
lottery-prize: 1 000 <box>748 189 772 199</box>
lottery-prize: 1 000 <box>946 208 971 217</box>
lottery-500-list-left: 56 112 418 774 849 959 1059 70 90 72 343 379 391 401 712 721 917 2073 12 181 287 346 606 613 643 720 768 917 977 974 4012 71 137 175 230 283 358 363 564 569 583 612 712 763 839 903 909 5023 16 22 207 390 472 528 544 626 773 803 999 6012 20 261 213 303 313 345 424 500 602 603 688 691 700 913 963 993 7057 145 181 202 325 417 712 801 8013 65 71 215 404 542 625 839 853 9063 162 180 271 482 506 643 688 875 10004 18 112 196 262 313 451 705 825 841 932 11009 186 268 408 422 519 564 608 651 685 12017 103 137 183 206 257 312 430 438 480 623 798 13013 155 178 250 291 476 563 615 657 862 14043 159 172 196 268 312 419 550 659 664 733 821 15007 71 111 225 316 421 426 521 551 707 737 800 16011 91 101 170 178 205 331 337 489 506 626 738 17029 108 157 179 221 419 452 473 476 591 638 18021 52 93 128 131 148 173 254 319 355 421 510 19011 29 162 219 278 413 456 511 547 594 660 20019 15 133 175 220 345 372 466 659 709 776 810 21052 141 155 201 238 314 318 433 492 515 518 640 22012 29 111 219 234 385 407 425 471 500 521 596 23016 94 120 137 208 243 256 317 365 447 562 769 24004 166 186 228 307 427 470 499 515 602 713 716 25018 65 124 139 226 391 394 422 438 513 575 646 26070 87 112 209 213 226 301 320 351 494 565 682 27031 25 93 146 233 268 300 313 415 436 458 490 28017 46 114 163 254 305 386 432 498 575 610 699 29006 56 161 203 227 235 301 353 368 415 426 570 30029 89 186 201 260 317 388 430 449 471 506 669 31049 18 91 194 207 240 335 451 469 514 524 615 32006 66 158 212 289 352 358 424 445 467 516 521 33023 124 150 227 262 292 363 376 397 408 512 596 34043 51 89 162 164 219 273 275 311 409 462 503 35037 179 181 193 248 297 334 366 422 440 605 693 36026 40 186 200 226 231 232 269 340 399 480 558 37049 111 147 249 277 284 302 335 405 443 559 613 38058 187 263 351 362 430 639 803 902 904 921 39012 15 50 128 136 284 313 360 422 430 461 501 40009 22 77 131 188 281 347 374 401 576 691 42029 108 119 151 199 318 325 403 518 561 584 602 43107 113 144 161 222 331 364 437 504 612 783 990 <box>584 354 844 768</box>
lottery-row <box>584 253 1162 262</box>
lottery-prize: 2 000 <box>946 162 971 172</box>
lottery-prize: 1 000 <box>1041 288 1065 298</box>
lottery-number: 48467 <box>796 316 820 325</box>
news-body: ΑΘΗΝΑΙ, 27.— Ὁ ὑπουργὸς Ἐργασίας κ. Δημητράτος, ἐρωτηθεὶς ὑπὸ τῶν δημοσιογράφων σχετικῶς μὲ τὴν διάστασιν πρὸς τὴν διοίκησιν τοῦ ΙΚΑ, ἀπέφυγε νὰ ὁμιλήσῃ, δηλώσας ὅτι τὸ θέμα θὰ ἀπασχολήσῃ τὸ ὑπουργικὸν συμβούλιον. <box>890 884 1162 940</box>
lottery-prize: 1 000 <box>946 288 971 298</box>
lottery-prize: 1 000 <box>843 189 867 199</box>
lottery-number: 68413 <box>994 162 1018 172</box>
lottery-number: 82926 <box>1089 208 1113 217</box>
brief-headline: ΣΥΝΤΟΜΩΣ ΘΑ ΛΕΙΤΟΥΡΓΗΣΗ ΕΙΣ ΤΟ ΛΑΥΡΙΟΝ ΕΡΓΟΣΤΑΣΙΟΝ ΠΥΡΕΙΩΝ <box>421 885 545 945</box>
lottery-column-header: Ἀριθ. <box>1067 142 1114 154</box>
lottery-number: 28117 <box>701 316 725 325</box>
column-rule <box>1168 8 1169 2344</box>
filippou-headline: ΣΥΝΕΧΙΣΘΗΣΑΝ ΧΘΕΣ ΑΙ ΑΝΑΚΡΙΣΕΙΣ ΔΙΑ ΤΗΝ ΕΠΙΘΕΣΙΝ ΚΑΤΑ ΤΗΣ ΦΙΛΙΠΠΟΥ <box>619 837 843 897</box>
lottery-number: 6097 <box>611 189 630 199</box>
lottery-prize: 1 000 <box>946 172 971 181</box>
brief-body: ΑΘΗΝΑΙ, 27.— Ἐπεσημάνθη ὅτι ὁ λιμὴν τῆς Καρύστου, λόγῳ τῶν προσχώσεων, κατέστη ἀβαθὴς καὶ δὲν εἶναι δυνατὴ ἡ προσέγγισις μεγάλων σκαφῶν. Ἡ Λιμενικὴ ὑπηρεσία ἐζήτησε τὴν ἄμεσον ἐκβάθυνσίν του, διὰ τὴν ὁποίαν ἐνεκρίθη ἤδη πίστωσις 300.000 δραχμῶν. <box>394 786 572 876</box>
lottery-500-list-right: 46013 468 878 930 47029 41 134 213 304 323 410 416 827 656 738 811 818 966 48014 50 190 352 489 516 591 49032 38 87 111 123 285 306 543 554 575 638 50043 31 89 107 119 187 202 209 230 265 391 51022 21 49 60 71 89 152 283 335 407 459 613 52058 97 163 267 323 356 408 412 565 627 772 839 53055 87 113 142 170 176 236 297 328 378 405 470 54008 26 202 209 246 318 329 346 385 419 455 510 55016 66 123 149 159 267 289 333 379 409 512 605 56010 56 98 113 137 146 150 187 207 209 221 331 57012 27 78 90 182 197 265 295 358 393 418 449 58002 121 157 169 172 173 215 245 269 301 313 402 59004 16 26 48 139 166 193 236 284 322 326 377 60019 102 113 136 159 182 212 242 252 276 301 343 61009 65 86 119 127 145 168 195 219 266 269 327 62001 13 24 34 75 96 107 114 132 152 199 270 63012 14 41 93 141 166 180 209 241 280 287 305 64052 140 151 240 360 395 416 472 550 581 608 65002 27 28 36 79 100 164 191 235 291 336 381 66003 34 50 66 67 145 152 163 166 264 273 305 67020 29 59 109 120 199 228 247 283 330 356 362 68012 32 56 71 113 136 151 182 232 260 272 304 69004 15 45 71 77 81 100 134 206 224 232 264 70013 20 72 103 155 196 201 260 273 365 383 434 71001 43 46 62 95 126 133 144 150 170 186 201 72004 14 81 96 157 183 205 222 233 246 271 294 73033 49 96 118 150 153 204 219 230 233 289 302 74025 55 66 88 91 98 130 147 165 188 214 291 75007 29 37 61 93 97 139 145 157 171 199 224 76003 16 42 51 58 60 98 117 165 176 194 243 77004 30 41 64 97 120 144 151 201 203 209 212 78024 50 68 111 129 160 175 237 272 352 393 421 79032 69 76 111 127 137 165 211 221 232 267 278 80014 36 40 42 44 73 139 161 170 211 222 246 81002 21 25 112 119 149 152 178 224 250 274 285 82026 35 54 58 91 101 106 139 217 222 236 283 83048 83 88 117 164 192 233 250 287 295 304 312 84014 45 79 81 127 145 149 154 170 244 271 328 85023 90 102 105 107 117 183 191 205 256 271 292 86009 26 45 72 107 131 189 223 224 251 279 320 87011 18 28 49 56 69 103 150 173 216 257 267 88001 42 64 80 95 101 110 151 174 227 233 250 89006 55 70 92 111 137 162 164 176 188 221 237 <box>877 354 1142 768</box>
lottery-number: 42183 <box>796 234 820 244</box>
crowd-photo-illustration <box>9 482 382 717</box>
news-body: ΙΩΑΝΝΙΝΑ, 27.— Εἰς τὸ χωρίον Ἄγιος Κοσμᾶς ἐπνίγη βρέφος δύο ἐτῶν, πεσὸν εἰς δεξαμενὴν ὕδατος. <box>890 1446 1162 1469</box>
lottery-prize: 1 000 <box>843 270 867 280</box>
lottery-column-header: Ἀριθ. <box>774 142 821 154</box>
news-column-right <box>890 825 1162 2344</box>
montgomery-body: ΟΜΑΧ, Ἰρλανδία, 27. (Ἀσσ. Πρές).— Ὁ στρατάρχης Μοντγκόμερυ διέψευσε καὶ πάλιν τὰς φήμας ὅτι ὁ πατήρ του ἐπηρέασεν τὰς ἀποφάσεις του κατὰ τὴν διάρκειαν τοῦ πολέμου. <box>1174 1101 1363 1156</box>
dateline: ΑΘΗΝΑΙ, 27.— <box>584 88 662 100</box>
lottery-number: 71190 <box>994 234 1018 244</box>
lottery-prize: 1 000 <box>843 253 867 263</box>
lottery-prize: 4 000 <box>843 153 867 163</box>
lottery-row <box>584 190 1162 199</box>
lottery-number: 13419 <box>606 262 630 271</box>
lottery-number: 68409 <box>994 153 1018 163</box>
lottery-prize: 1 000 <box>748 172 772 181</box>
lottery-number: 53397 <box>891 180 915 190</box>
brief-headline: ΓΡΑΦΕΙΟΝ ΕΜΠΟΡΙΟΥ ΕΙΣ ΤΗΝ ΝΑΟΥΣΑΝ <box>416 1548 551 1575</box>
lottery-row <box>584 163 1162 172</box>
lottery-prize: 1 000 <box>1041 270 1065 280</box>
brief-headline: ΦΟΝΕΥΣ ΚΑΤΕΙΚΑΣΘΗ ΕΙΣ 22 ΕΤΩΝ ΚΑΘΕΙΡΞΙΝ <box>419 1472 547 1499</box>
lottery-number: 6894 <box>611 198 630 208</box>
lottery-number: 84316 <box>1089 243 1113 253</box>
news-body: ΑΘΗΝΑΙ, 27.— Ὁ βουλευτὴς Θεσσαλονίκης κ. Μπακατσέλος κατέθεσεν εἰς τὴν Βουλὴν ἐρώτησιν πρὸς τὸν ὑπουργὸν Ἐθνικῆς Ἀμύνης διὰ τὴν ἱκανοποίησιν τῶν αἰτημάτων τῶν παλαιῶν πολεμιστῶν. <box>890 997 1162 1042</box>
london-protest-headline: ΔΩΔΕΚΑΔΩΝ ΠΑΡΕΔΑΣΙΝ ΔΙΑΜΑΡΤΥΡΙΑΣ ΘΑ ΚΑΜΟΥΝ ΟΙ ΝΕΓΡΟΙ ΕΙΣ ΤΟ ΛΟΝΔΙΝΟΝ ΔΙΑ ΤΗΝ ΔΟΛΟΦΟΝΙΑΝ ΟΜΟΦΥΛΟΥ ΤΩΝ <box>620 1070 842 1143</box>
lottery-section <box>584 8 1162 817</box>
lottery-column-header: Ἀριθ. <box>972 142 1019 154</box>
lottery-number: 18556 <box>606 316 630 325</box>
lottery-number: 56893 <box>891 225 915 235</box>
lottery-prize: 1 000 <box>843 208 867 217</box>
ares-body: Παρουσίᾳ τοῦ ὑφυπουργοῦ κ. Πονηρίδη, ὁ ἀθλητὴς ἐγένετο δεκτὸς μὲ ζωηρὰς ἐκδηλώσεις ὑπὸ τῶν φιλάθλων τῆς πόλεως, οἱ ὁποῖοι ἀπὸ ἐνωρὶς εἶχον συγκεντρωθῆ εἰς τὸν σταθμόν. Εἰς τὴν πλατεῖαν Ἀριστοτέλους ἐψάλη ὁ ὕμνος τοῦ συλλόγου καὶ ὁ πρόεδρος ἀπηύθυνε θερμὸν χαιρετισμὸν πρὸς τοὺς ἀθλητάς. Ἀκολούθως ἐδόθη γεῦμα εἰς τὴν λέσχην τοῦ συλλόγου, ὅπου παρεκάθησαν οἱ ἐπίσημοι. Ὁ «Ἄρης» ἐπέστρεψε μετὰ τὰς νίκας του εἰς Ἀθήνας, ὅπου ἀντιμετώπισε τὴν «ΑΕΚ» καὶ τὸν «Παναθηναϊκόν». Ἐπακολούθησε πορεία μέχρι τῆς λεωφόρου Νίκης καὶ ἀνὰ τὰς ὁδοὺς ἐπεφυλάχθη θερμὴ ὑποδοχή. <box>8 374 382 475</box>
brief-headline: ΑΘΛΙΑ Η ΚΑΤΑΣΤΑΣΙΣ ΤΟΥ ΔΗΜΟΥ ΝΑΟΥΣΗΣ <box>416 238 551 270</box>
lottery-number: 88334 <box>1089 279 1113 289</box>
lottery-row <box>584 172 1162 180</box>
lottery-prize: 1 000 <box>653 225 677 235</box>
lottery-number: 57147 <box>891 234 915 244</box>
lottery-prize: 1 000 <box>1136 153 1160 163</box>
lottery-number: 15678 <box>606 288 630 298</box>
lottery-prize: 2 000 <box>653 270 677 280</box>
lottery-number: 63471 <box>891 307 915 317</box>
lottery-prize: 1 000 <box>1041 217 1065 226</box>
lottery-number: 78853 <box>1089 172 1113 181</box>
lottery-prize: 1 000 <box>1041 298 1065 308</box>
lottery-number: 45819 <box>796 262 820 271</box>
lottery-number: 72217 <box>994 243 1018 253</box>
pacific-ships-body: ΧΟΝΟΛΟΥΛΟΥ, 27. (Ἀσσ. Πρές).— Ἀγνοεῖται ἡ τύχη τεσσάρων ἁλιευτικῶν πλοίων, τὰ ὁποῖα ἀπώλεσαν ἐπαφὴν μὲ τὴν ξηρὰν κατὰ τὴν διάρκειαν τυφῶνος. <box>1174 1267 1560 1290</box>
montgomery-headline: Ο ΜΟΝΤΓΚΟΜΕΡΥ ΔΙΑΨΕΥΔΕΙ ΠΑΛΙΝ ΤΑΣ ΦΗΜΑΣ ΟΤΙ Ο ΠΑΤΗΡ ΤΟΥ ΑΣΚΕΙ ΕΠΙΡΡΟΗΝ ΕΠ' ΑΥΤΟΥ <box>1210 1061 1524 1099</box>
lottery-prize: 1 000 <box>1041 198 1065 208</box>
lottery-prize: 1 000 <box>653 253 677 263</box>
pacific-ships-headline: ΑΓΝΟΕΙΤΑΙ Η ΤΥΧΗ ΤΕΣΣΑΡΩΝ ΠΛΟΙΩΝ ΕΙΣ ΤΟΝ ΕΙΡΗΝΙΚΟΝ <box>1213 1249 1521 1265</box>
lottery-prize: 1 000 <box>1041 243 1065 253</box>
lottery-number: 25213 <box>701 243 725 253</box>
lottery-number: 57692 <box>891 253 915 263</box>
lottery-number: 73072 <box>994 262 1018 271</box>
ambassador-body: ΑΘΗΝΑΙ, 27.— Ὁ νέος πρεσβευτὴς τῶν Ἡνωμένων Πολιτειῶν ἐπέδωσε σήμερον τὰ διαπιστευτήριά του εἰς τὸν Βασιλέα. <box>1371 869 1560 904</box>
brief-body: ΤΑΪΠΕΪ, 27. (Ρώυτερ).— Τὸ κομμουνιστικὸν πυροβολικὸν ἐπανήρχισε σήμερον τὸν βομβαρδισμὸν τῶν νησίδων Κιεμόυ, ῥίψαν περὶ τὰς 35.000 ὀβίδας. Δὲν ἀνεφέρθησαν θύματα. <box>394 1089 572 1156</box>
